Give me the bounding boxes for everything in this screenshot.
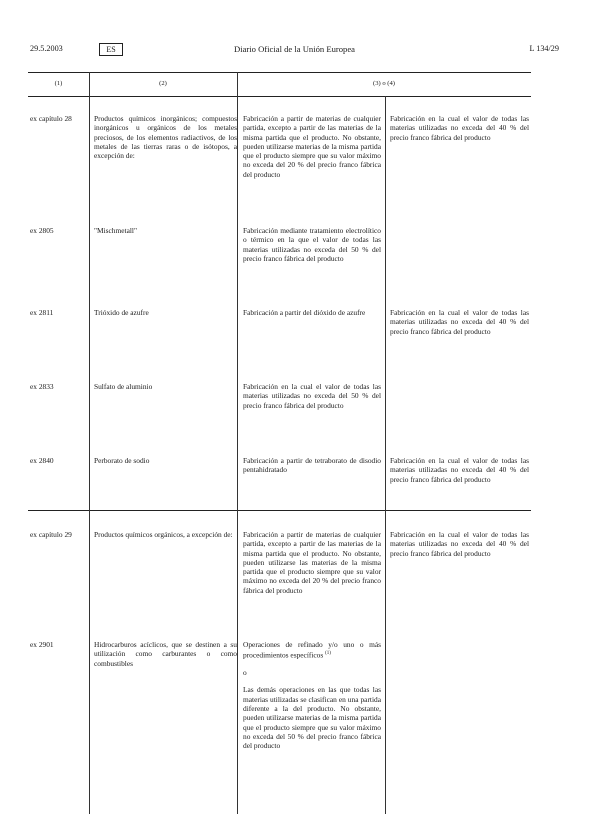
column-header-1: (1) xyxy=(54,80,63,87)
tariff-code: ex 2901 xyxy=(30,640,54,649)
product-description: Hidrocarburos acíclicos, que se destinen a su utilización como carburantes o como combustibles xyxy=(94,640,237,668)
tariff-code: ex 2805 xyxy=(30,226,54,235)
product-description: "Mischmetall" xyxy=(94,226,137,235)
tariff-code: ex 2811 xyxy=(30,308,54,317)
tariff-code: ex 2840 xyxy=(30,456,54,465)
working-rule-3: Fabricación mediante tratamiento electrolítico o térmico en la que el valor de todas las materias utilizadas no exceda del 50 % del precio franco fábrica del producto xyxy=(243,226,381,263)
working-rule-4: Fabricación en la cual el valor de todas las materias utilizadas no exceda del 40 % del precio franco fábrica del producto xyxy=(390,530,529,558)
working-rule-3: Fabricación a partir de materias de cualquier partida, excepto a partir de las materias de la misma partida que el producto. No obstante, pueden utilizarse materias de la misma partida que el producto siempre que su valor máximo no exceda del 20 % del precio franco fábrica del producto xyxy=(243,114,381,179)
working-rule-3: Fabricación a partir de tetraborato de disodio pentahidratado xyxy=(243,456,381,475)
tariff-code: ex 2833 xyxy=(30,382,54,391)
working-rule-3 xyxy=(243,640,381,750)
column-header-2: (2) xyxy=(159,80,167,87)
page-header xyxy=(30,44,559,58)
tariff-code: ex capítulo 29 xyxy=(30,530,72,539)
rule-alternative: o xyxy=(243,668,247,678)
chapter-separator-rule xyxy=(28,510,531,511)
product-description: Perborato de sodio xyxy=(94,456,150,465)
header-bottom-rule xyxy=(28,96,531,97)
working-rule-4: Fabricación en la cual el valor de todas las materias utilizadas no exceda del 40 % del precio franco fábrica del producto xyxy=(390,456,529,484)
language-badge: ES xyxy=(99,43,123,56)
column-divider-2 xyxy=(237,72,238,814)
product-description: Productos químicos inorgánicos; compuestos inorgánicos u orgánicos de los metales preciosos, de los elementos radiactivos, de los metales de las tierras raras o de isótopos, a excepción de: xyxy=(94,114,237,161)
rule-text: Operaciones de refinado y/o uno o más procedimientos específicos xyxy=(243,640,381,660)
journal-title: Diario Oficial de la Unión Europea xyxy=(234,44,355,54)
footnote-marker: (1) xyxy=(325,651,331,657)
working-rule-3: Fabricación en la cual el valor de todas las materias utilizadas no exceda del 50 % del precio franco fábrica del producto xyxy=(243,382,381,410)
working-rule-4: Fabricación en la cual el valor de todas las materias utilizadas no exceda del 40 % del precio franco fábrica del producto xyxy=(390,308,529,336)
table-top-rule xyxy=(28,72,531,73)
product-description: Trióxido de azufre xyxy=(94,308,149,317)
working-rule-3: Fabricación a partir del dióxido de azufre xyxy=(243,308,366,317)
column-divider-1 xyxy=(89,72,90,814)
column-divider-3 xyxy=(385,96,386,814)
column-header-34: (3) o (4) xyxy=(373,80,395,87)
tariff-code: ex capítulo 28 xyxy=(30,114,72,123)
rule-text: Las demás operaciones en las que todas las materias utilizadas se clasifican en una partida diferente a la del producto. No obstante, pueden utilizarse materias de la misma partida que el producto siempre que su valor máximo no exceda del 50 % del precio franco fábrica del producto xyxy=(243,685,381,751)
page-reference: L 134/29 xyxy=(529,44,559,53)
product-description: Sulfato de aluminio xyxy=(94,382,153,391)
working-rule-4: Fabricación en la cual el valor de todas las materias utilizadas no exceda del 40 % del precio franco fábrica del producto xyxy=(390,114,529,142)
rules-table xyxy=(28,72,531,814)
product-description: Productos químicos orgánicos, a excepción de: xyxy=(94,530,233,539)
publication-date: 29.5.2003 xyxy=(30,44,63,53)
working-rule-3: Fabricación a partir de materias de cualquier partida, excepto a partir de las materias de la misma partida que el producto. No obstante, pueden utilizarse las materias de la misma partida que el producto siempre que su valor máximo no exceda del 20 % del precio franco fábrica del producto xyxy=(243,530,381,595)
